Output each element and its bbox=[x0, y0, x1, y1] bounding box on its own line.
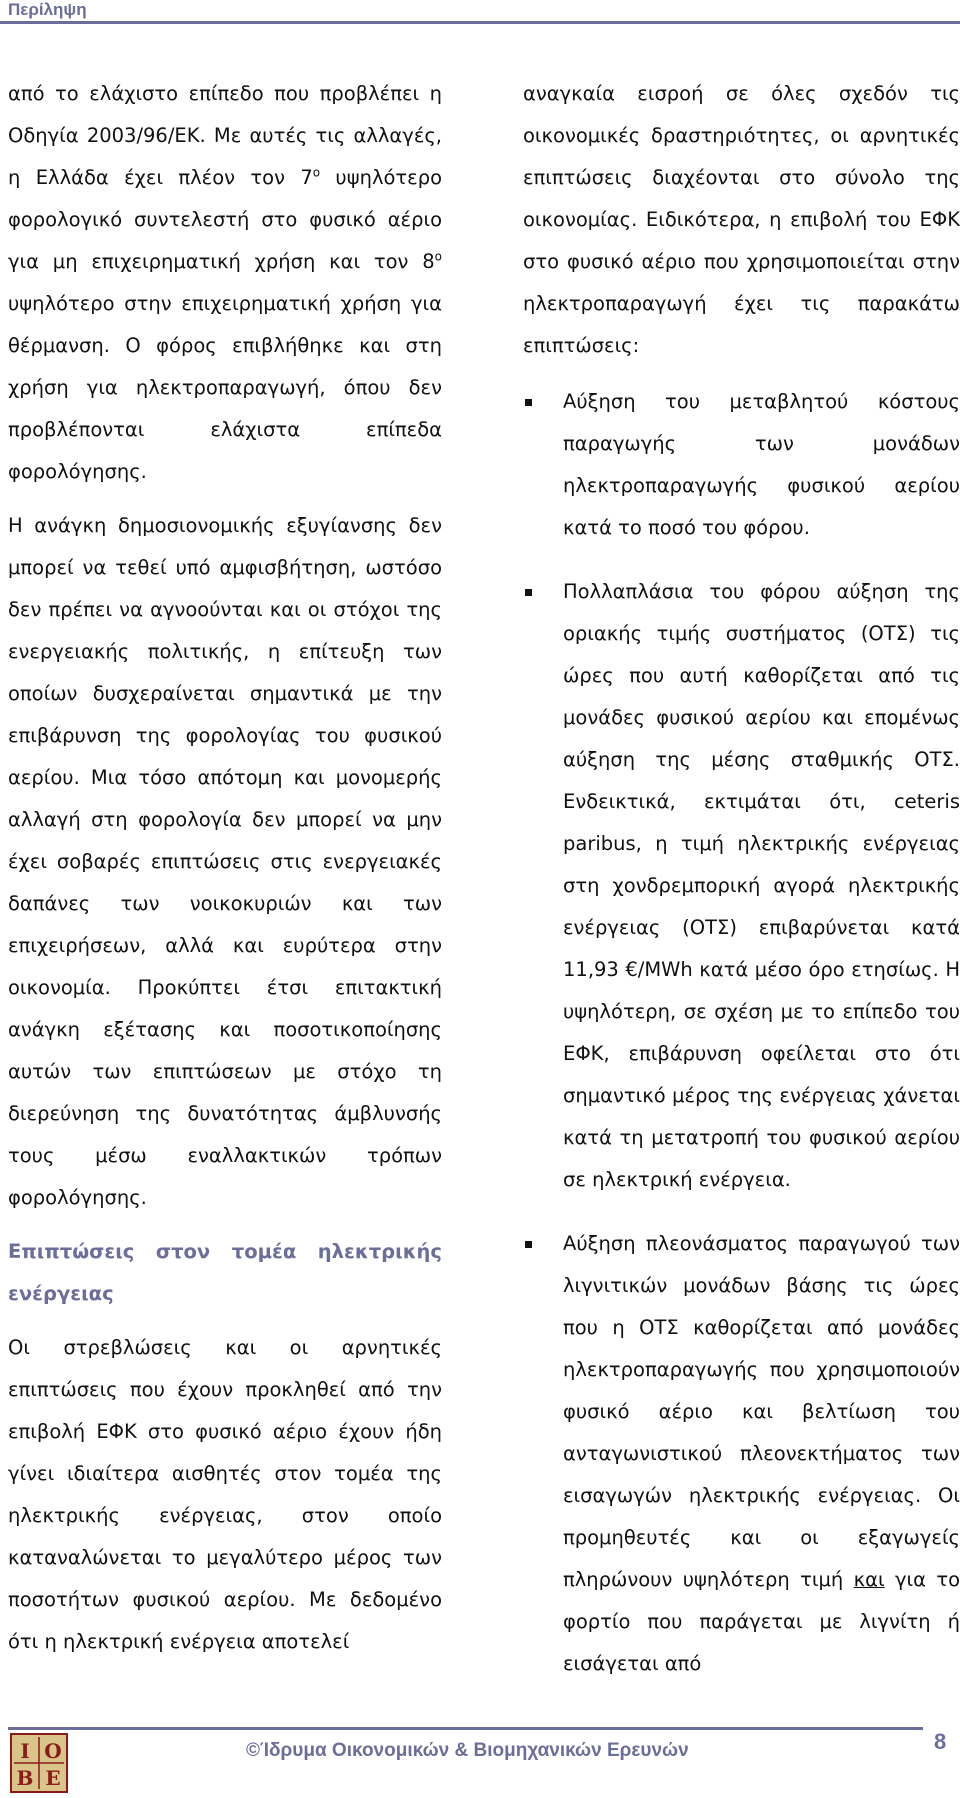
list-item: Πολλαπλάσια του φόρου αύξηση της οριακής τιμής συστήματος (ΟΤΣ) τις ώρες που αυτή καθορίζεται από τις μονάδες φυσικού αερίου και επομένως αύξηση της μέσης σταθμικής ΟΤΣ. Ενδεικτικά, εκτιμάται ότι, ceteris paribus, η τιμή ηλεκτρικής ενέργειας στη χονδρεμπορική αγορά ηλεκτρικής ενέργειας (ΟΤΣ) επιβαρύνεται κατά 11,93 €/MWh κατά μέσο όρο ετησίως. Η υψηλότερη, σε σχέση με το επίπεδο του ΕΦΚ, επιβάρυνση οφείλεται στο ότι σημαντικό μέρος της ενέργειας χάνεται κατά τη μετατροπή του φυσικού αερίου σε ηλεκτρική ενέργεια. bbox=[523, 571, 960, 1201]
logo-letter: Ε bbox=[45, 1766, 61, 1790]
footer-rule bbox=[8, 1727, 923, 1730]
page-number: 8 bbox=[934, 1729, 947, 1754]
square-bullet-icon bbox=[525, 399, 532, 406]
paragraph-fiscal: Η ανάγκη δημοσιονομικής εξυγίανσης δεν μπορεί να τεθεί υπό αμφισβήτηση, ωστόσο δεν πρέπει να αγνοούνται και οι στόχοι της ενεργειακής πολιτικής, η επίτευξη των οποίων δυσχεραίνεται σημαντικά με την επιβάρυνση της φορολογίας του φυσικού αερίου. Μια τόσο απότομη και μονομερής αλλαγή στη φορολογία δεν μπορεί να μην έχει σοβαρές επιπτώσεις στις ενεργειακές δαπάνες των νοικοκυριών και των επιχειρήσεων, αλλά και ευρύτερα στην οικονομία. Προκύπτει έτσι επιτακτική ανάγκη εξέτασης και ποσοτικοποίησης αυτών των επιπτώσεων με στόχο τη διερεύνηση της δυνατότητας άμβλυνσής τους μέσω εναλλακτικών τρόπων φορολόγησης. bbox=[8, 514, 442, 1209]
logo-letter: Ο bbox=[44, 1739, 62, 1763]
impact-list bbox=[523, 381, 960, 1685]
right-column bbox=[523, 73, 960, 1707]
logo-letter: Β bbox=[16, 1766, 34, 1790]
paragraph-input: αναγκαία εισροή σε όλες σχεδόν τις οικονομικές δραστηριότητες, οι αρνητικές επιπτώσεις διαχέονται στο σύνολο της οικονομίας. Ειδικότερα, η επιβολή του ΕΦΚ στο φυσικό αέριο που χρησιμοποιείται στην ηλεκτροπαραγωγή έχει τις παρακάτω επιπτώσεις: bbox=[523, 82, 960, 357]
paragraph-directive: από το ελάχιστο επίπεδο που προβλέπει η Οδηγία 2003/96/ΕΚ. Με αυτές τις αλλαγές, η Ελλάδα έχει πλέον τον $7^o$ υψηλότερο φορολογικό συντελεστή στο φυσικό αέριο για μη επιχειρηματική χρήση και τον $8^o$ υψηλότερο στην επιχειρηματική χρήση για θέρμανση. Ο φόρος επιβλήθηκε και στη χρήση για ηλεκτροπαραγωγή, όπου δεν προβλέπονται ελάχιστα επίπεδα φορολόγησης. bbox=[8, 82, 442, 483]
section-heading: Επιπτώσεις στον τομέα ηλεκτρικής ενέργειας bbox=[8, 1240, 442, 1305]
footer-copyright: ©Ίδρυμα Οικονομικών & Βιομηχανικών Ερευνών bbox=[246, 1740, 689, 1761]
list-item: Αύξηση του μεταβλητού κόστους παραγωγής των μονάδων ηλεκτροπαραγωγής φυσικού αερίου κατά το ποσό του φόρου. bbox=[523, 381, 960, 549]
list-item: Αύξηση πλεονάσματος παραγωγού των λιγνιτικών μονάδων βάσης τις ώρες που η ΟΤΣ καθορίζεται από μονάδες ηλεκτροπαραγωγής που χρησιμοποιούν φυσικό αέριο και βελτίωση του ανταγωνιστικού πλεονεκτήματος των εισαγωγών ηλεκτρικής ενέργειας. Οι προμηθευτές και οι εξαγωγείς πληρώνουν υψηλότερη τιμή και για το φορτίο που παράγεται με λιγνίτη ή εισάγεται από bbox=[523, 1223, 960, 1685]
left-column bbox=[8, 73, 442, 1663]
iobe-logo bbox=[10, 1733, 68, 1793]
paragraph-distortions: Οι στρεβλώσεις και οι αρνητικές επιπτώσεις που έχουν προκληθεί από την επιβολή ΕΦΚ στο φυσικό αέριο έχουν ήδη γίνει ιδιαίτερα αισθητές στον τομέα της ηλεκτρικής ενέργειας, στον οποίο καταναλώνεται το μεγαλύτερο μέρος των ποσοτήτων φυσικού αερίου. Με δεδομένο ότι η ηλεκτρική ενέργεια αποτελεί bbox=[8, 1336, 442, 1653]
square-bullet-icon bbox=[525, 589, 532, 596]
section-title: Περίληψη bbox=[8, 0, 87, 19]
page-header bbox=[0, 0, 960, 24]
header-rule bbox=[0, 21, 960, 24]
square-bullet-icon bbox=[525, 1241, 532, 1248]
logo-letter: Ι bbox=[20, 1739, 30, 1763]
